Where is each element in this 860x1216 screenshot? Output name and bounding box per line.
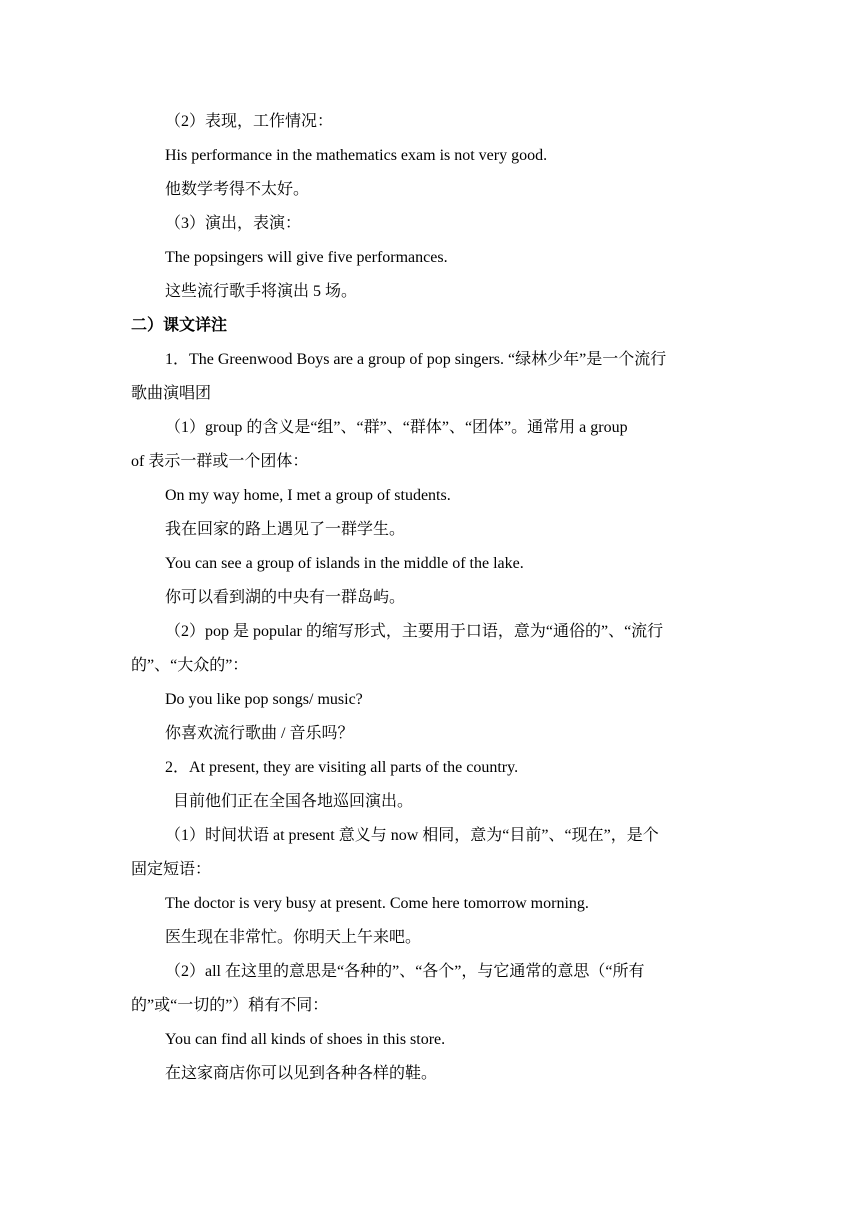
text-line: 你喜欢流行歌曲 / 音乐吗？ [165, 725, 354, 742]
text-line: 他数学考得不太好。 [165, 181, 310, 198]
text-line: You can see a group of islands in the middle of the lake. [165, 555, 524, 572]
text-line: The popsingers will give five performances. [165, 249, 448, 266]
text-line: （2）all 在这里的意思是“各种的”、“各个”，与它通常的意思（“所有 [165, 963, 645, 980]
section-heading: 二）课文详注 [131, 317, 228, 334]
text-line: 2．At present, they are visiting all parts of the country. [165, 759, 519, 776]
text-line: 歌曲演唱团 [131, 385, 212, 402]
text-line: You can find all kinds of shoes in this store. [165, 1031, 446, 1048]
text-line: 医生现在非常忙。你明天上午来吧。 [165, 929, 422, 946]
text-line: 目前他们正在全国各地巡回演出。 [173, 793, 414, 810]
text-line: （2）pop 是 popular 的缩写形式，主要用于口语，意为“通俗的”、“流行 [165, 623, 664, 640]
text-line: His performance in the mathematics exam is not very good. [165, 147, 548, 164]
text-line: （1）时间状语 at present 意义与 now 相同，意为“目前”、“现在”，是个 [165, 827, 659, 844]
text-line: The doctor is very busy at present. Come here tomorrow morning. [165, 895, 589, 912]
text-line: 在这家商店你可以见到各种各样的鞋。 [165, 1065, 438, 1082]
text-line: 1．The Greenwood Boys are a group of pop singers. “绿林少年”是一个流行 [165, 351, 667, 368]
text-line: 的”或“一切的”）稍有不同： [131, 997, 329, 1014]
text-line: Do you like pop songs/ music? [165, 691, 363, 708]
text-line: 的”、“大众的”： [131, 657, 249, 674]
text-line: 你可以看到湖的中央有一群岛屿。 [165, 589, 406, 606]
text-line: of 表示一群或一个团体： [131, 453, 309, 470]
text-line: On my way home, I met a group of students. [165, 487, 451, 504]
text-line: 这些流行歌手将演出 5 场。 [165, 283, 358, 300]
text-line: 固定短语： [131, 861, 212, 878]
text-line: （1）group 的含义是“组”、“群”、“群体”、“团体”。通常用 a group [165, 419, 628, 436]
text-line: （3）演出，表演： [165, 215, 302, 232]
text-line: （2）表现，工作情况： [165, 113, 334, 130]
text-line: 我在回家的路上遇见了一群学生。 [165, 521, 406, 538]
